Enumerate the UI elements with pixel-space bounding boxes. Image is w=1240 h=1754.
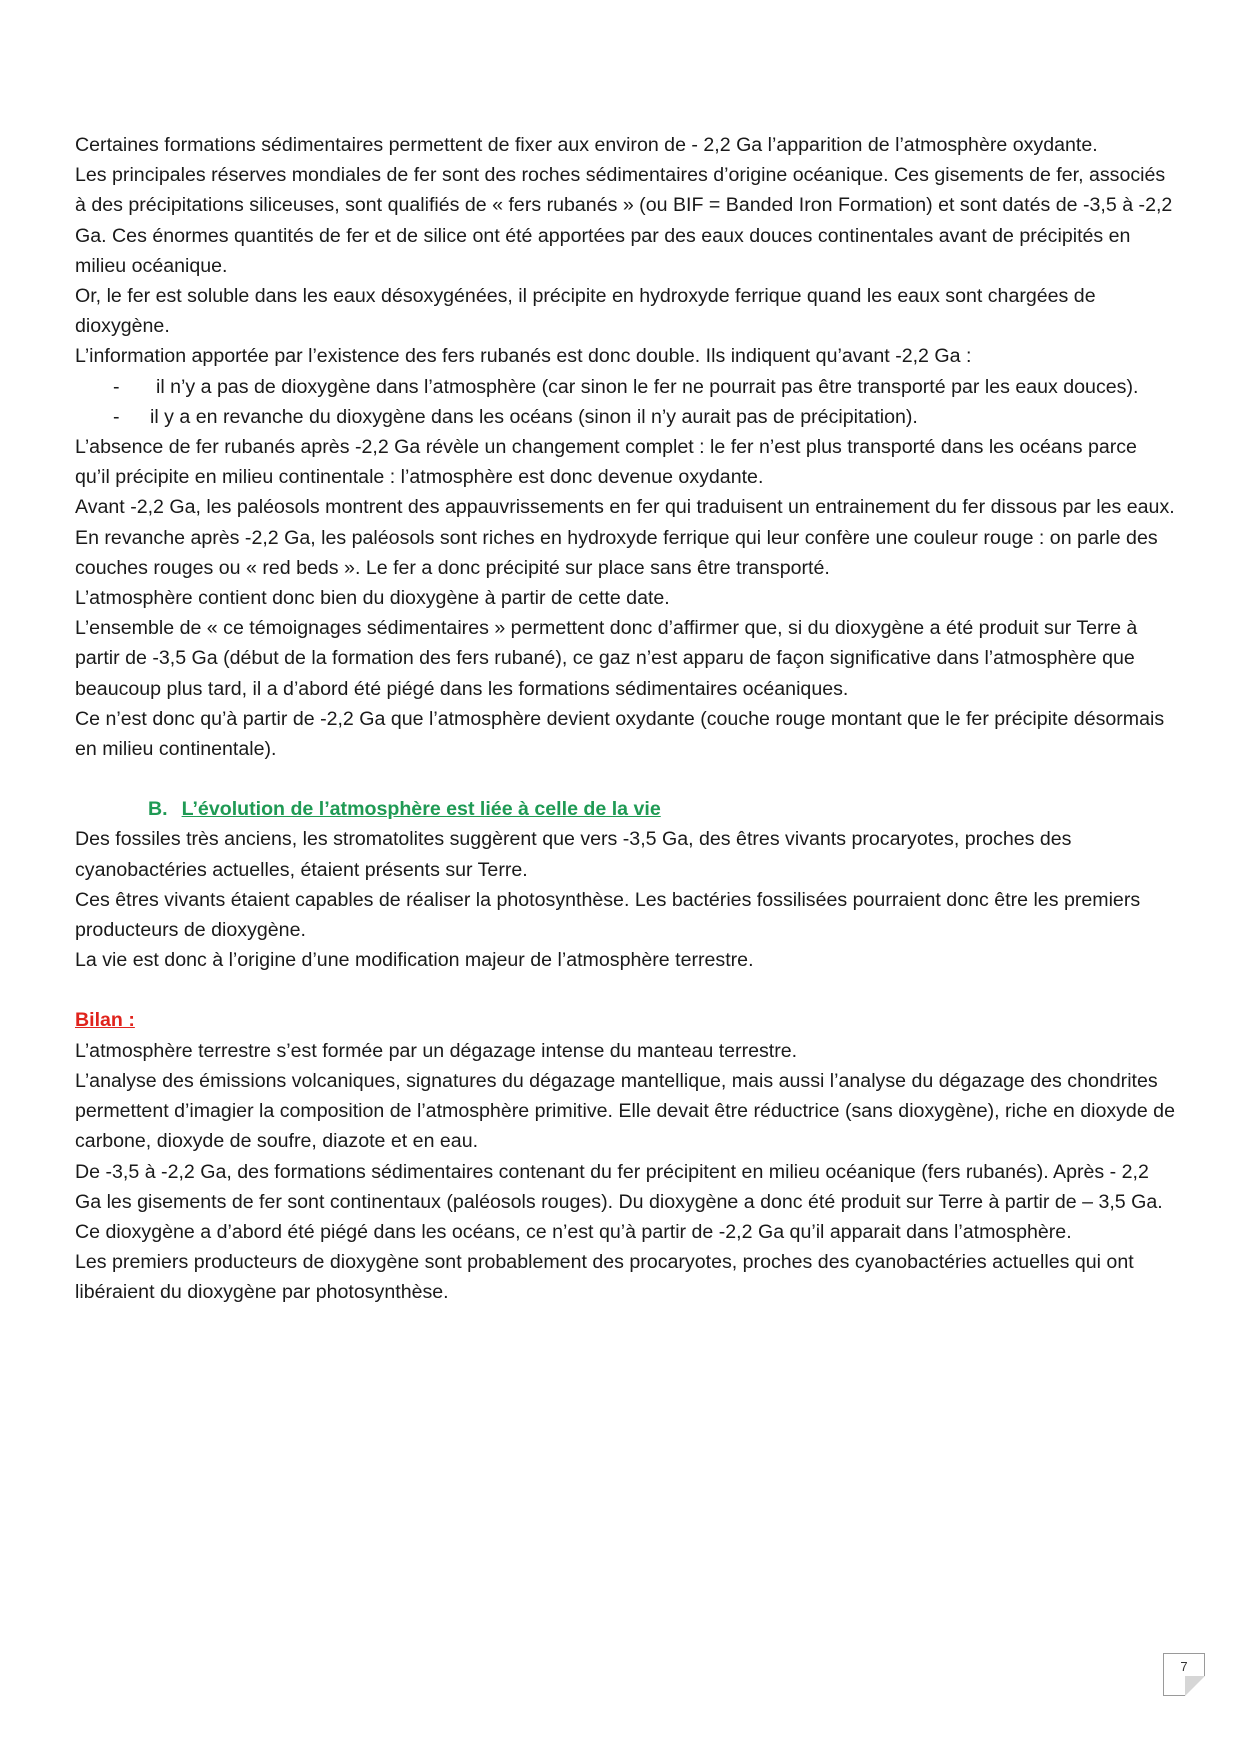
page-number-box — [1163, 1653, 1205, 1696]
paragraph-life-origin: La vie est donc à l’origine d’une modification majeur de l’atmosphère terrestre. — [75, 949, 754, 972]
bullet-dash: - — [113, 375, 120, 398]
paragraph-paleosols-after: En revanche après -2,2 Ga, les paléosols sont riches en hydroxyde ferrique qui leur confère une couleur rouge : on parle des couches rouges ou « red beds ». Le fer a donc précipité sur place sans être transporté. — [75, 526, 1158, 579]
list-item — [75, 372, 1175, 402]
list-item — [75, 402, 1175, 432]
paragraph-stromatolites: Des fossiles très anciens, les stromatolites suggèrent que vers -3,5 Ga, des êtres vivants procaryotes, proches des cyanobactéries actuelles, étaient présents sur Terre. — [75, 828, 1072, 881]
bullet-text: il n’y a pas de dioxygène dans l’atmosphère (car sinon le fer ne pourrait pas être transporté par les eaux douces). — [156, 375, 1139, 398]
bullet-dash: - — [113, 405, 120, 428]
paragraph-bilan-first-producers: Les premiers producteurs de dioxygène sont probablement des procaryotes, proches des cyanobactéries actuelles qui ont libéraient du dioxygène par photosynthèse. — [75, 1251, 1134, 1304]
paragraph-double-information: L’information apportée par l’existence des fers rubanés est donc double. Ils indiquent qu’avant -2,2 Ga : — [75, 345, 972, 368]
section-title: L’évolution de l’atmosphère est liée à celle de la vie — [181, 798, 661, 821]
paragraph-iron-solubility: Or, le fer est soluble dans les eaux désoxygénées, il précipite en hydroxyde ferrique quand les eaux sont chargées de dioxygène. — [75, 285, 1096, 338]
paragraph-no-banded-iron: L’absence de fer rubanés après -2,2 Ga révèle un changement complet : le fer n’est plus transporté dans les océans parce qu’il précipite en milieu continentale : l’atmosphère est donc devenue oxydante. — [75, 436, 1137, 489]
paragraph-bilan-primitive-atmosphere: L’analyse des émissions volcaniques, signatures du dégazage mantellique, mais aussi l’analyse du dégazage des chondrites permettent d’imagier la composition de l’atmosphère primitive. Elle devait être réductrice (sans dioxygène), riche en dioxyde de carbone, dioxyde de soufre, diazote et en eau. — [75, 1069, 1175, 1153]
paragraph-sedimentary-evidence: L’ensemble de « ce témoignages sédimentaires » permettent donc d’affirmer que, si du dioxygène a été produit sur Terre à partir de -3,5 Ga (début de la formation des fers rubané), ce gaz n’est apparu de façon significative dans l’atmosphère que beaucoup plus tard, il a d’abord été piégé dans les formations sédimentaires océaniques. — [75, 617, 1138, 700]
section-letter: B. — [148, 798, 168, 821]
page-number: 7 — [1180, 1659, 1188, 1674]
paragraph-bilan-degassing: L’atmosphère terrestre s’est formée par un dégazage intense du manteau terrestre. — [75, 1039, 798, 1062]
bilan-heading: Bilan : — [75, 1009, 135, 1032]
paragraph-oxidizing-atmosphere-intro: Certaines formations sédimentaires permettent de fixer aux environ de - 2,2 Ga l’apparition de l’atmosphère oxydante. — [75, 134, 1098, 156]
paragraph-photosynthesis: Ces êtres vivants étaient capables de réaliser la photosynthèse. Les bactéries fossilisées pourraient donc être les premiers producteurs de dioxygène. — [75, 888, 1141, 942]
page-corner-fold-icon — [1185, 1676, 1205, 1696]
document-body — [75, 130, 1175, 1308]
bullet-list — [75, 372, 1175, 432]
paragraph-paleosols-before: Avant -2,2 Ga, les paléosols montrent des appauvrissements en fer qui traduisent un entrainement du fer dissous par les eaux. — [75, 496, 1175, 519]
paragraph-oxidizing-conclusion: Ce n’est donc qu’à partir de -2,2 Ga que l’atmosphère devient oxydante (couche rouge montant que le fer précipite désormais en milieu continentale). — [75, 707, 1165, 761]
bullet-text: il y a en revanche du dioxygène dans les océans (sinon il n’y aurait pas de précipitation). — [150, 405, 918, 428]
section-heading-b — [75, 794, 1175, 824]
paragraph-iron-reserves: Les principales réserves mondiales de fer sont des roches sédimentaires d’origine océanique. Ces gisements de fer, associés à des précipitations siliceuses, sont qualifiés de « fers rubanés » (ou BIF = Banded Iron Formation) et sont datés de -3,5 à -2,2 Ga. Ces énormes quantités de fer et de silice ont été apportées par des eaux douces continentales avant de précipités en milieu océanique. — [75, 164, 1173, 277]
paragraph-oxygen-contained: L’atmosphère contient donc bien du dioxygène à partir de cette date. — [75, 587, 670, 610]
paragraph-bilan-iron-timeline: De -3,5 à -2,2 Ga, des formations sédimentaires contenant du fer précipitent en milieu océanique (fers rubanés). Après - 2,2 Ga les gisements de fer sont continentaux (paléosols rouges). Du dioxygène a donc été produit sur Terre à partir de – 3,5 Ga. Ce dioxygène a d’abord été piégé dans les océans, ce n’est qu’à partir de -2,2 Ga qu’il apparait dans l’atmosphère. — [75, 1160, 1163, 1243]
